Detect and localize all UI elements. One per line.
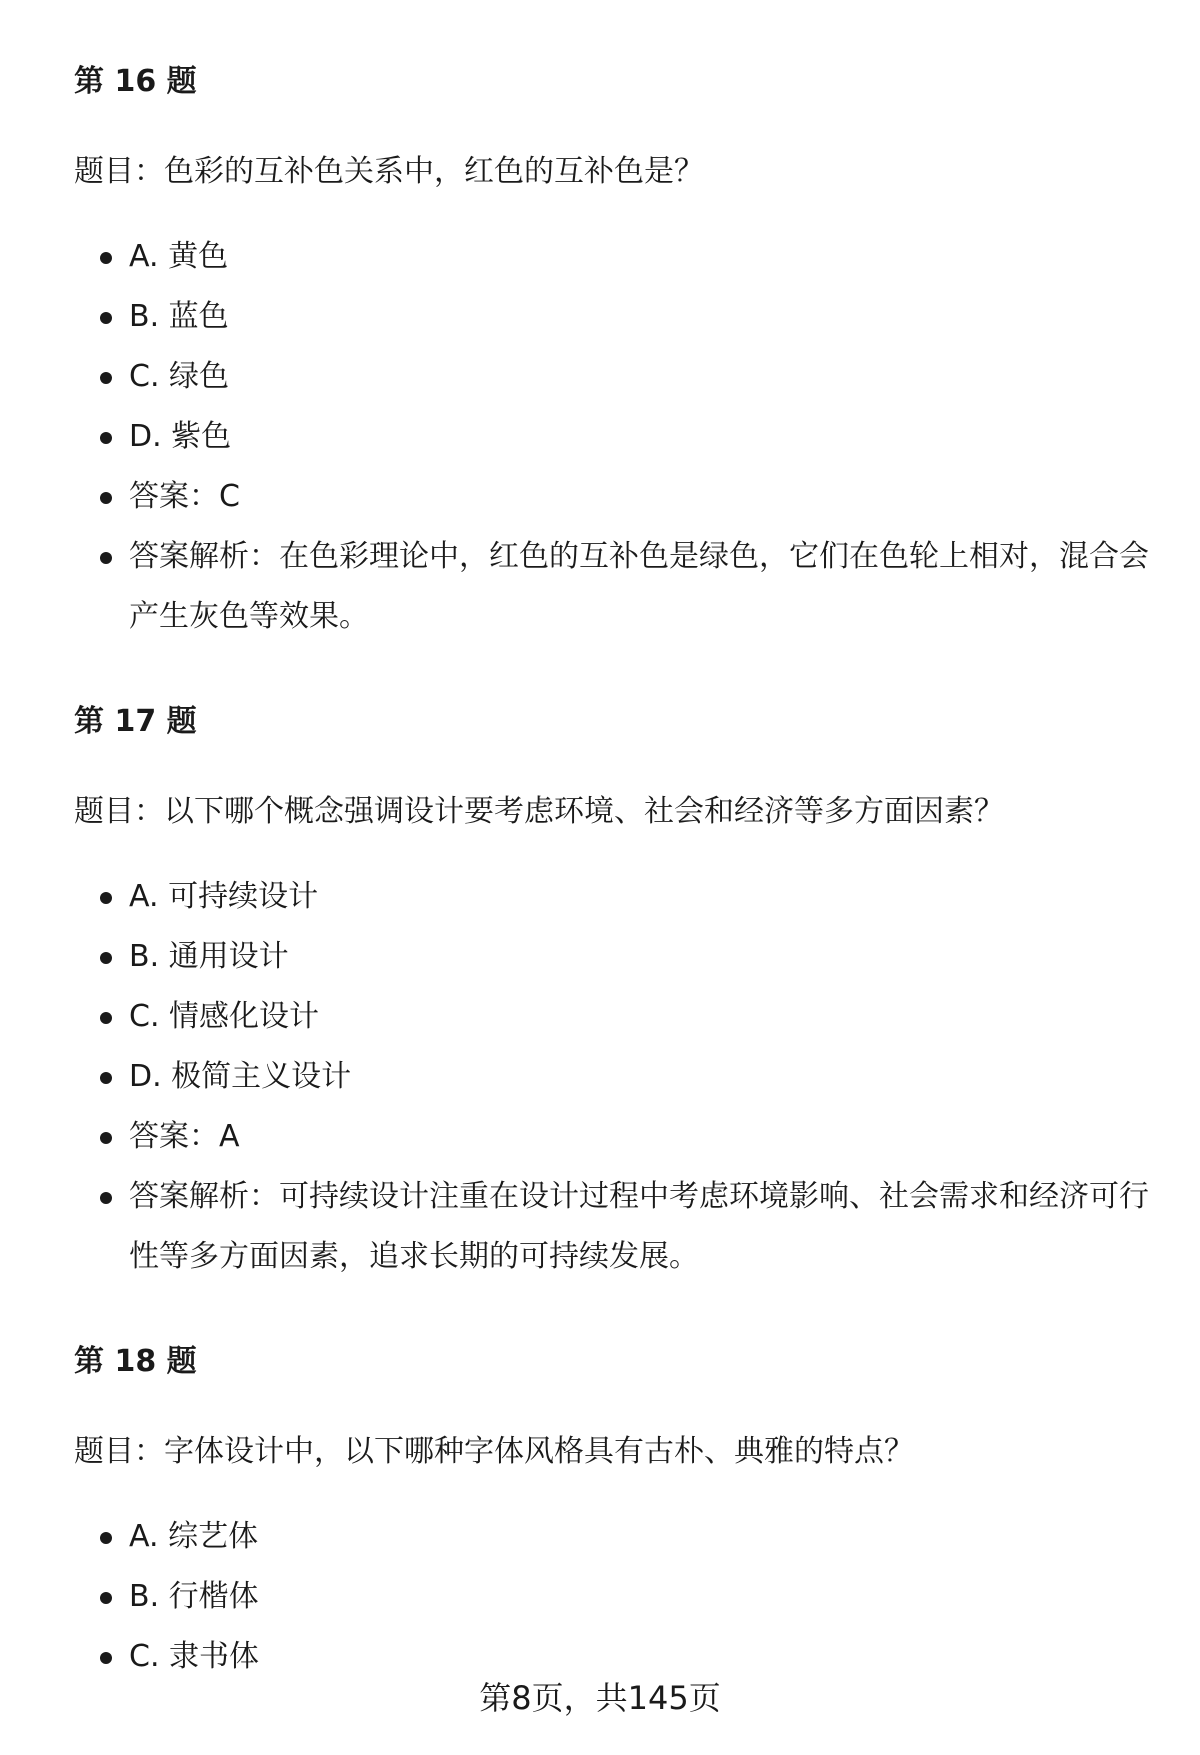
question-stem: 题目：字体设计中，以下哪种字体风格具有古朴、典雅的特点？ (74, 1434, 914, 1469)
bullet-icon (100, 1132, 112, 1144)
option-text: C. 绿色 (129, 359, 230, 394)
answer-item (74, 1107, 1154, 1167)
bullet-icon (100, 1532, 112, 1544)
bullet-icon (100, 372, 112, 384)
document-body (74, 62, 1154, 1687)
option-item (74, 287, 1154, 347)
bullet-icon (100, 1012, 112, 1024)
question-17 (74, 702, 1154, 1287)
question-title: 第 16 题 (74, 64, 197, 99)
option-text: B. 蓝色 (129, 299, 229, 334)
bullet-icon (100, 892, 112, 904)
bullet-icon (100, 312, 112, 324)
option-text: B. 行楷体 (129, 1579, 259, 1614)
option-item (74, 1507, 1154, 1567)
option-item (74, 347, 1154, 407)
option-list (74, 1507, 1154, 1687)
option-item (74, 227, 1154, 287)
bullet-icon (100, 1652, 112, 1664)
bullet-icon (100, 432, 112, 444)
explanation-item (74, 527, 1154, 647)
question-spacer (74, 1287, 1154, 1342)
option-text: B. 通用设计 (129, 939, 289, 974)
option-text: C. 隶书体 (129, 1639, 260, 1674)
explanation-text: 答案解析：可持续设计注重在设计过程中考虑环境影响、社会需求和经济可行性等多方面因素，追求长期的可持续发展。 (129, 1179, 1149, 1274)
question-stem: 题目：以下哪个概念强调设计要考虑环境、社会和经济等多方面因素？ (74, 794, 1004, 829)
option-item (74, 1567, 1154, 1627)
option-text: A. 综艺体 (129, 1519, 259, 1554)
question-title: 第 18 题 (74, 1344, 197, 1379)
question-stem: 题目：色彩的互补色关系中，红色的互补色是？ (74, 154, 704, 189)
option-item (74, 1047, 1154, 1107)
explanation-text: 答案解析：在色彩理论中，红色的互补色是绿色，它们在色轮上相对，混合会产生灰色等效果。 (129, 539, 1149, 634)
option-text: D. 紫色 (129, 419, 232, 454)
bullet-icon (100, 952, 112, 964)
bullet-icon (100, 1192, 112, 1204)
option-item (74, 407, 1154, 467)
option-text: A. 可持续设计 (129, 879, 319, 914)
answer-item (74, 467, 1154, 527)
bullet-icon (100, 1592, 112, 1604)
page-number-footer: 第8页，共145页 (479, 1679, 721, 1717)
answer-text: 答案：C (129, 479, 240, 514)
option-text: A. 黄色 (129, 239, 229, 274)
option-item (74, 987, 1154, 1047)
explanation-item (74, 1167, 1154, 1287)
question-title: 第 17 题 (74, 704, 197, 739)
bullet-icon (100, 552, 112, 564)
bullet-icon (100, 1072, 112, 1084)
option-list (74, 227, 1154, 647)
question-18 (74, 1342, 1154, 1687)
question-spacer (74, 647, 1154, 702)
answer-text: 答案：A (129, 1119, 240, 1154)
bullet-icon (100, 252, 112, 264)
option-list (74, 867, 1154, 1287)
option-text: D. 极简主义设计 (129, 1059, 352, 1094)
option-text: C. 情感化设计 (129, 999, 320, 1034)
option-item (74, 927, 1154, 987)
bullet-icon (100, 492, 112, 504)
option-item (74, 867, 1154, 927)
question-16 (74, 62, 1154, 647)
